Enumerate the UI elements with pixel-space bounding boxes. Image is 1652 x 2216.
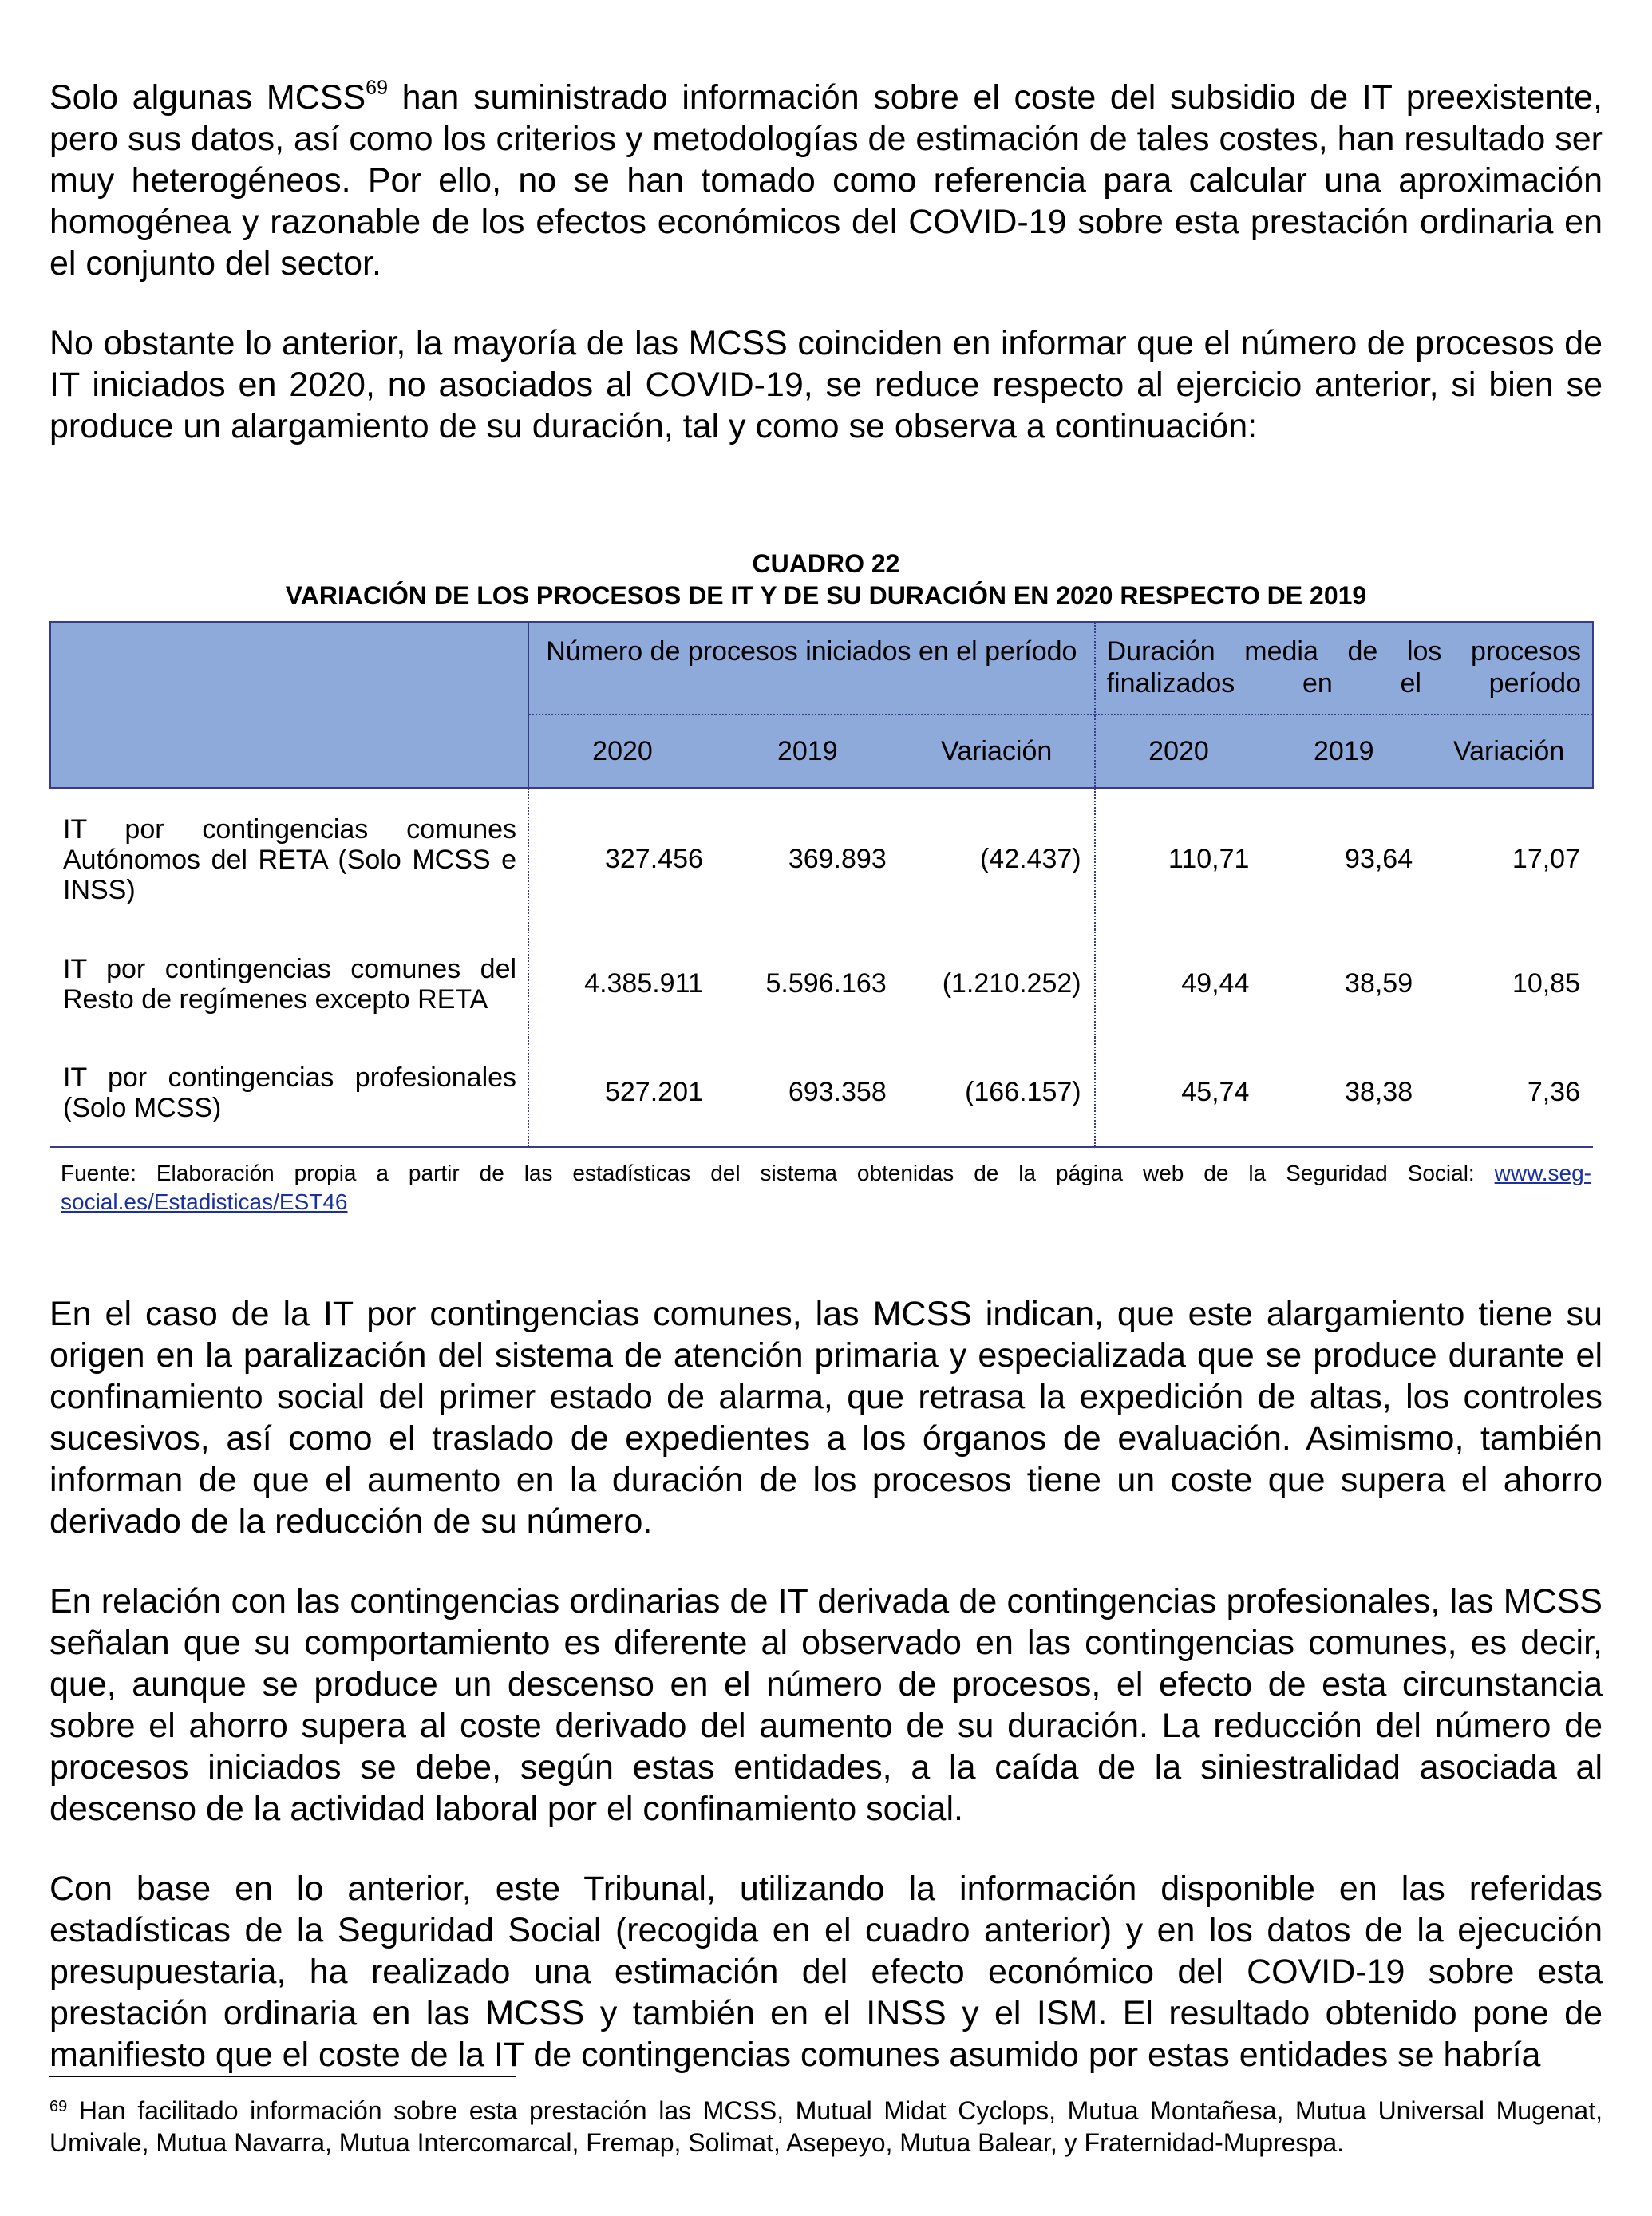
cell-procesos-2020: 527.201 — [528, 1038, 716, 1147]
header-group-duracion: Duración media de los procesos finalizados en el período — [1095, 622, 1593, 714]
header-group-procesos: Número de procesos iniciados en el período — [528, 622, 1095, 714]
header-2019-b: 2019 — [1262, 714, 1425, 788]
header-variacion-a: Variación — [899, 714, 1095, 788]
paragraph-5: Con base en lo anterior, este Tribunal, utilizando la información disponible en las referidas estadísticas de la Seguridad Social (recogida en el cuadro anterior) y en los datos de la ejecución presupuestaria, ha realizado una estimación del efecto económico del COVID-19 sobre esta prestación ordinaria en las MCSS y también en el INSS y el ISM. El resultado obtenido pone de manifiesto que el coste de la IT de contingencias comunes asumido por estas entidades se habría — [49, 1870, 1603, 2074]
footnote-number: 69 — [49, 2098, 68, 2115]
footnote-separator — [49, 2076, 516, 2077]
cell-duracion-variacion: 17,07 — [1512, 843, 1580, 874]
cell-duracion-2020: 45,74 — [1095, 1038, 1263, 1147]
header-2020-a: 2020 — [528, 714, 716, 788]
data-table — [49, 621, 1594, 1148]
cell-procesos-2019: 369.893 — [788, 843, 887, 874]
cell-procesos-variacion: (42.437) — [899, 788, 1095, 929]
header-empty-cell — [50, 622, 528, 788]
paragraph-4: En relación con las contingencias ordinarias de IT derivada de contingencias profesionales, las MCSS señalan que su comportamiento es diferente al observado en las contingencias comunes, es decir, que, aunque se produce un descenso en el número de procesos, el efecto de esta circunstancia sobre el ahorro supera al coste derivado del aumento de su duración. La reducción del número de procesos iniciados se debe, según estas entidades, a la caída de la siniestralidad asociada al descenso de la actividad laboral por el confinamiento social. — [49, 1582, 1603, 1828]
table-source-note — [61, 1159, 1591, 1217]
paragraph-2: No obstante lo anterior, la mayoría de las MCSS coinciden en informar que el número de procesos de IT iniciados en 2020, no asociados al COVID-19, se reduce respecto al ejercicio anterior, si bien se produce un alargamiento de su duración, tal y como se observa a continuación: — [49, 324, 1603, 445]
table-row — [50, 929, 1593, 1038]
row-label: IT por contingencias profesionales (Solo MCSS) — [50, 1038, 528, 1147]
header-2019-a: 2019 — [716, 714, 899, 788]
paragraph-1-rest: han suministrado información sobre el coste del subsidio de IT preexistente, pero sus datos, así como los criterios y metodologías de estimación de tales costes, han resultado ser muy heterogéneos. Por ello, no se han tomado como referencia para calcular una aproximación homogénea y razonable de los efectos económicos del COVID-19 sobre esta prestación ordinaria en el conjunto del sector. — [49, 78, 1603, 283]
table-title: VARIACIÓN DE LOS PROCESOS DE IT Y DE SU DURACIÓN EN 2020 RESPECTO DE 2019 — [285, 581, 1367, 610]
row-label: IT por contingencias comunes del Resto de regímenes excepto RETA — [50, 929, 528, 1038]
header-2020-b: 2020 — [1095, 714, 1263, 788]
cell-procesos-2019: 693.358 — [716, 1038, 899, 1147]
header-row-groups — [50, 622, 1593, 714]
footnote-ref-69[interactable]: 69 — [366, 77, 388, 99]
cell-procesos-2020: 4.385.911 — [584, 968, 703, 999]
cell-procesos-variacion: (1.210.252) — [899, 929, 1095, 1038]
cell-duracion-2019: 38,38 — [1262, 1038, 1425, 1147]
table-number: CUADRO 22 — [752, 549, 900, 578]
cell-duracion-2019: 93,64 — [1345, 843, 1413, 874]
source-text: Fuente: Elaboración propia a partir de las estadísticas del sistema obtenidas de la página web de la Seguridad Social: — [61, 1161, 1495, 1185]
table-row — [50, 1038, 1593, 1147]
footnote-text: Han facilitado información sobre esta prestación las MCSS, Mutual Midat Cyclops, Mutua Montañesa, Mutua Universal Mugenat, Umivale, Mutua Navarra, Mutua Intercomarcal, Fremap, Solimat, Asepeyo, Mutua Balear, y Fraternidad-Muprespa. — [49, 2096, 1603, 2157]
table-caption — [49, 548, 1603, 611]
cell-duracion-variacion: 10,85 — [1512, 968, 1580, 999]
cell-duracion-2019: 38,59 — [1345, 968, 1413, 999]
header-variacion-b: Variación — [1425, 714, 1593, 788]
document-page — [49, 77, 1603, 2076]
row-label: IT por contingencias comunes Autónomos del RETA (Solo MCSS e INSS) — [50, 788, 528, 929]
paragraph-1-start: Solo algunas MCSS — [49, 78, 366, 117]
table-row — [50, 788, 1593, 929]
cell-procesos-variacion: (166.157) — [899, 1038, 1095, 1147]
cell-duracion-2020: 49,44 — [1181, 968, 1250, 999]
cell-procesos-2019: 5.596.163 — [765, 968, 887, 999]
table-container — [49, 621, 1603, 1217]
paragraph-3: En el caso de la IT por contingencias comunes, las MCSS indican, que este alargamiento tiene su origen en la paralización del sistema de atención primaria y especializada que se produce durante el confinamiento social del primer estado de alarma, que retrasa la expedición de altas, los controles sucesivos, así como el traslado de expedientes a los órganos de evaluación. Asimismo, también informan de que el aumento en la duración de los procesos tiene un coste que supera el ahorro derivado de la reducción de su número. — [49, 1295, 1603, 1541]
source-link[interactable]: www.seg-social.es/Estadisticas/EST46 — [61, 1161, 1591, 1214]
cell-procesos-2020: 327.456 — [604, 843, 703, 874]
cell-duracion-variacion: 7,36 — [1425, 1038, 1593, 1147]
cell-duracion-2020: 110,71 — [1168, 843, 1250, 874]
paragraph-1 — [49, 77, 1603, 284]
footnote-69 — [49, 2095, 1603, 2159]
